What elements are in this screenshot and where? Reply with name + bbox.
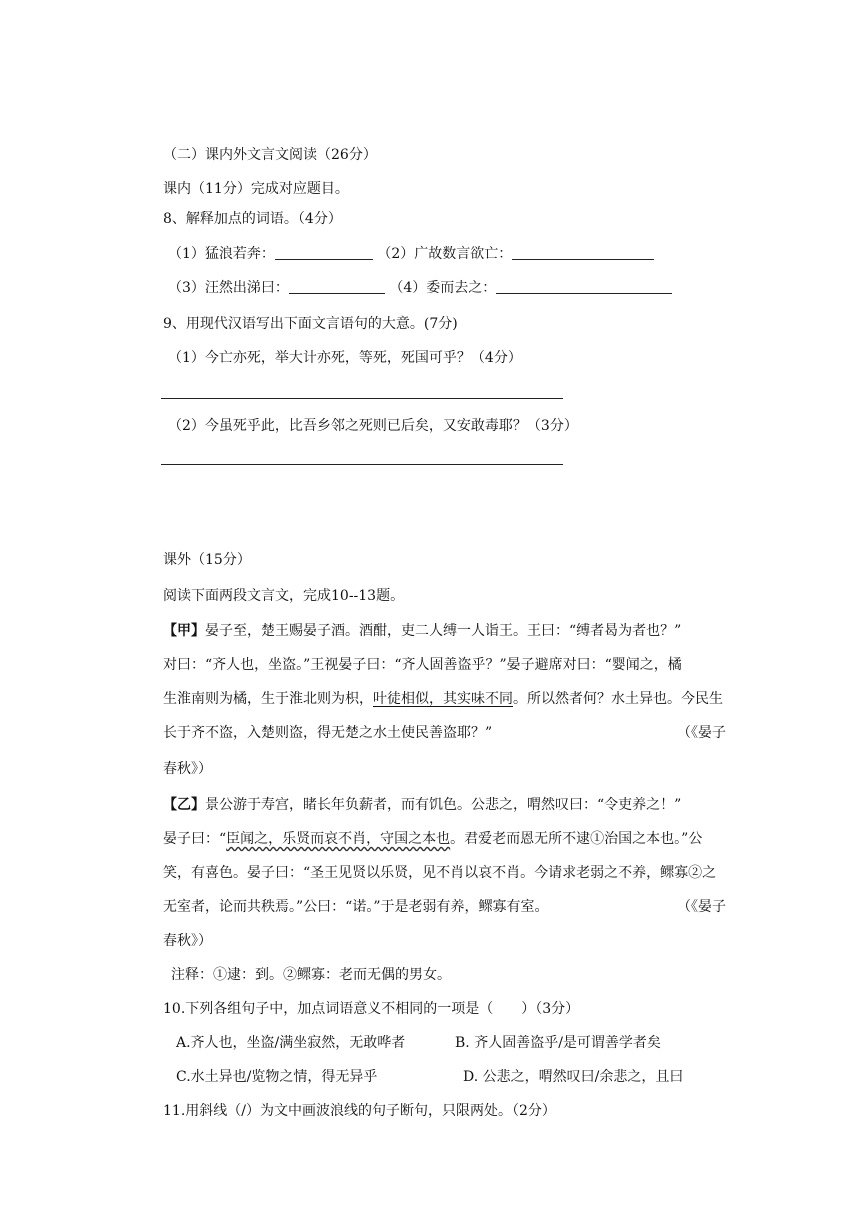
q8-title: 8、解释加点的词语。（4分） bbox=[163, 211, 342, 227]
section-title: （二）课内外文言文阅读（26分） bbox=[163, 147, 377, 163]
annotation: 注释：①逮：到。②鳏寡：老而无偶的男女。 bbox=[171, 967, 451, 983]
yi-source-1: （《晏子 bbox=[677, 899, 726, 915]
q8-item-1: （1）猛浪若奔： bbox=[168, 246, 275, 262]
yi-label: 【乙】 bbox=[163, 797, 205, 813]
q10-option-d[interactable]: D. 公悲之，喟然叹曰/余悲之，且曰 bbox=[463, 1069, 684, 1085]
jia-label: 【甲】 bbox=[163, 623, 205, 639]
jia-source-2: 春秋》） bbox=[163, 761, 212, 777]
jia-underlined: 叶徒相似，其实味不同 bbox=[373, 691, 513, 707]
q8-item-4: （4）委而去之： bbox=[389, 280, 497, 296]
q10-option-a[interactable]: A.齐人也，坐盗/满坐寂然，无敢哗者 bbox=[176, 1035, 406, 1051]
answer-blank-4[interactable] bbox=[496, 279, 672, 294]
answer-line-q9-2[interactable] bbox=[161, 464, 563, 465]
answer-blank-2[interactable] bbox=[512, 245, 654, 260]
answer-blank-1[interactable] bbox=[275, 245, 373, 260]
yi-wavy-sentence: 臣闻之，乐贤而哀不肖，守国之本也 bbox=[226, 831, 451, 847]
answer-line-q9-1[interactable] bbox=[161, 398, 563, 399]
jia-source-1: （《晏子 bbox=[677, 725, 726, 741]
q10-option-b[interactable]: B. 齐人固善盗乎/是可谓善学者矣 bbox=[455, 1035, 661, 1051]
outer-heading: 课外（15分） bbox=[163, 552, 251, 568]
jia-line-1 bbox=[163, 621, 681, 641]
yi-source-2: 春秋》） bbox=[163, 933, 212, 949]
answer-blank-3[interactable] bbox=[289, 279, 385, 294]
q8-item-3: （3）汪然出涕曰： bbox=[168, 280, 289, 296]
jia-line-4: 长于齐不盗，入楚则盗，得无楚之水土使民善盗耶？” bbox=[163, 725, 493, 741]
q9-title: 9、用现代汉语写出下面文言语句的大意。(7分) bbox=[163, 316, 458, 332]
q10-title: 10.下列各组句子中，加点词语意义不相同的一项是（ ）（3分） bbox=[163, 1001, 580, 1017]
q10-option-c[interactable]: C.水土异也/览物之情，得无异乎 bbox=[176, 1069, 378, 1085]
outer-intro: 阅读下面两段文言文，完成10--13题。 bbox=[163, 588, 405, 604]
q9-sentence-1: （1）今亡亦死，举大计亦死，等死，死国可乎？（4分） bbox=[168, 350, 522, 366]
jia-line-3: 生淮南则为橘，生于淮北则为枳，叶徒相似，其实味不同。所以然者何？水土异也。今民生 bbox=[163, 691, 723, 707]
q9-sentence-2: （2）今虽死乎此，比吾乡邻之死则已后矣，又安敢毒耶？（3分） bbox=[168, 418, 578, 434]
jia-line-2: 对曰：“齐人也，坐盗。”王视晏子曰：“齐人固善盗乎？”晏子避席对曰：“婴闻之，橘 bbox=[163, 657, 682, 673]
q8-row-2 bbox=[168, 278, 672, 298]
yi-line-1 bbox=[163, 795, 681, 815]
q11-title: 11.用斜线（/）为文中画波浪线的句子断句，只限两处。（2分） bbox=[163, 1103, 556, 1119]
q8-row-1 bbox=[168, 244, 654, 264]
yi-line-3: 笑，有喜色。晏子曰：“圣王见贤以乐贤，见不肖以哀不肖。今请求老弱之不养，鳏寡②之 bbox=[163, 865, 717, 881]
yi-line-2: 晏子曰：“臣闻之，乐贤而哀不肖，守国之本也。君爱老而恩无所不逮①治国之本也。”公 bbox=[163, 831, 703, 847]
yi-text-1: 景公游于寿宫，睹长年负薪者，而有饥色。公悲之，喟然叹曰：“令吏养之！” bbox=[205, 797, 682, 813]
yi-line-4: 无室者，论而共秩焉。”公曰：“诺。”于是老弱有养，鳏寡有室。 bbox=[163, 899, 549, 915]
inner-heading: 课内（11分）完成对应题目。 bbox=[163, 181, 349, 197]
jia-text-1: 晏子至，楚王赐晏子酒。酒酣，吏二人缚一人诣王。王曰：“缚者曷为者也？” bbox=[205, 623, 682, 639]
q8-item-2: （2）广故数言欲亡： bbox=[377, 246, 513, 262]
